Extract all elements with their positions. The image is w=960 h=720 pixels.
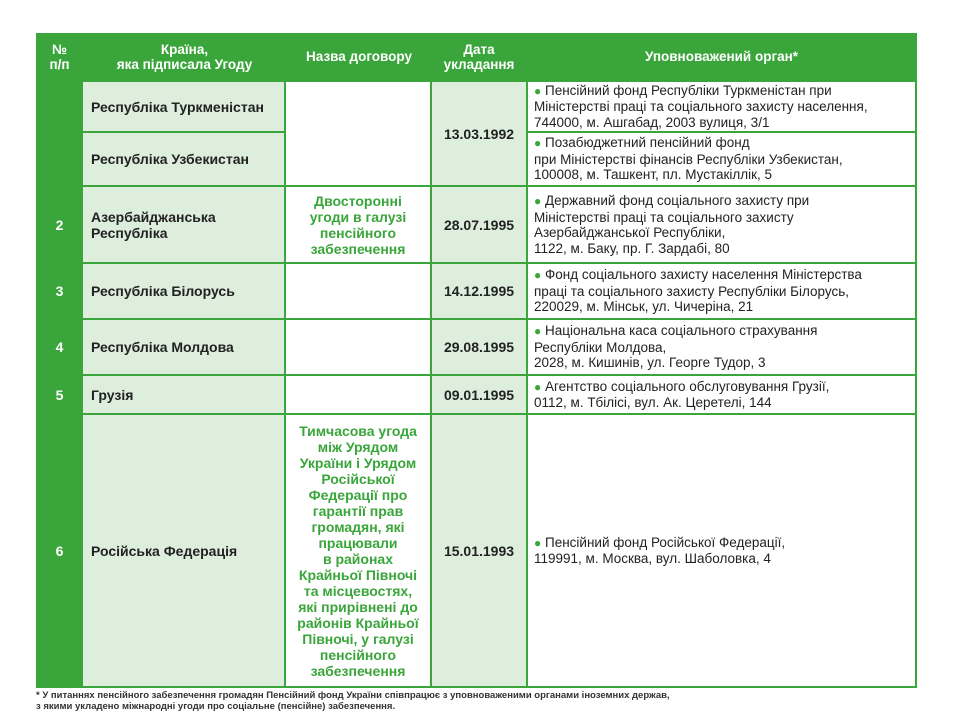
authority-turkmenistan: ● Пенсійний фонд Республіки Туркменістан при Міністерстві праці та соціального захисту населення, 744000, м. Ашгабад, 2003 вулиця, 3/1	[528, 82, 915, 131]
row-number: 3	[55, 283, 64, 299]
country-belarus: Республіка Білорусь	[83, 264, 284, 318]
treaty-russia: Тимчасова угода між Урядом України і Урядом Російської Федерації про гарантії прав громадян, які працювали в районах Крайньої Півночі та місцевостях, які прирівнені до районів Крайньої Півночі, у галузі пенсійного забезпечення	[286, 415, 430, 686]
header-country: Країна, яка підписала Угоду	[116, 41, 253, 72]
agreements-table	[36, 33, 917, 688]
treaty-bilateral	[286, 320, 430, 374]
country-russia: Російська Федерація	[83, 415, 284, 686]
row-number	[36, 133, 83, 185]
bullet-icon: ●	[534, 379, 542, 394]
country-turkmenistan: Республіка Туркменістан	[83, 82, 284, 131]
authority-georgia: ● Агентство соціального обслуговування Грузії, 0112, м. Тбілісі, вул. Ак. Церетелі, 144	[528, 376, 915, 413]
bullet-icon: ●	[534, 268, 542, 283]
country-moldova: Республіка Молдова	[83, 320, 284, 374]
date-azerbaijan: 28.07.1995	[432, 187, 526, 262]
header-treaty: Назва договору	[306, 49, 412, 64]
authority-azerbaijan: ● Державний фонд соціального захисту при Міністерстві праці та соціального захисту Азербайджанської Республіки, 1122, м. Баку, пр. Г. Зардабі, 80	[528, 187, 915, 262]
bullet-icon: ●	[534, 535, 542, 550]
authority-moldova: ● Національна каса соціального страхування Республіки Молдова, 2028, м. Кишинів, ул. Георге Тудор, 3	[528, 320, 915, 374]
header-num: № п/п	[49, 41, 70, 72]
country-uzbekistan: Республіка Узбекистан	[83, 133, 284, 185]
country-azerbaijan: Азербайджанська Республіка	[83, 187, 284, 262]
bullet-icon: ●	[534, 324, 542, 339]
treaty-bilateral	[286, 264, 430, 318]
bullet-icon: ●	[534, 194, 542, 208]
authority-russia: ● Пенсійний фонд Російської Федерації, 119991, м. Москва, вул. Шаболовка, 4	[528, 415, 915, 686]
treaty-bilateral	[286, 376, 430, 413]
header-date: Дата укладання	[443, 41, 515, 72]
row-number: 5	[55, 386, 64, 403]
bullet-icon: ●	[534, 136, 542, 151]
header-authority: Уповноважений орган*	[644, 49, 799, 64]
date-russia: 15.01.1993	[432, 415, 526, 686]
date-moldova: 29.08.1995	[432, 320, 526, 374]
row-number	[36, 82, 83, 131]
date-turkm-uzb: 13.03.1992	[432, 82, 526, 185]
date-belarus: 14.12.1995	[432, 264, 526, 318]
authority-uzbekistan: ● Позабюджетний пенсійний фонд при Міністерстві фінансів Республіки Узбекистан, 100008, м. Ташкент, пл. Мустакіллік, 5	[528, 133, 915, 185]
country-georgia: Грузія	[83, 376, 284, 413]
authority-belarus: ● Фонд соціального захисту населення Міністерства праці та соціального захисту Республіки Білорусь, 220029, м. Мінськ, ул. Чичеріна, 21	[528, 264, 915, 318]
treaty-bilateral	[286, 82, 430, 185]
footnote: * У питаннях пенсійного забезпечення громадян Пенсійний фонд України співпрацює з уповноваженими органами іноземних держав, з якими укладено міжнародні угоди про соціальне (пенсійне) забезпечення.	[36, 690, 670, 712]
treaty-bilateral-text: Двосторонні угоди в галузі пенсійного забезпечення	[286, 187, 430, 262]
row-number: 2	[55, 216, 64, 233]
row-number: 6	[55, 542, 64, 559]
date-georgia: 09.01.1995	[432, 376, 526, 413]
bullet-icon: ●	[534, 83, 542, 98]
row-number: 4	[55, 339, 64, 355]
